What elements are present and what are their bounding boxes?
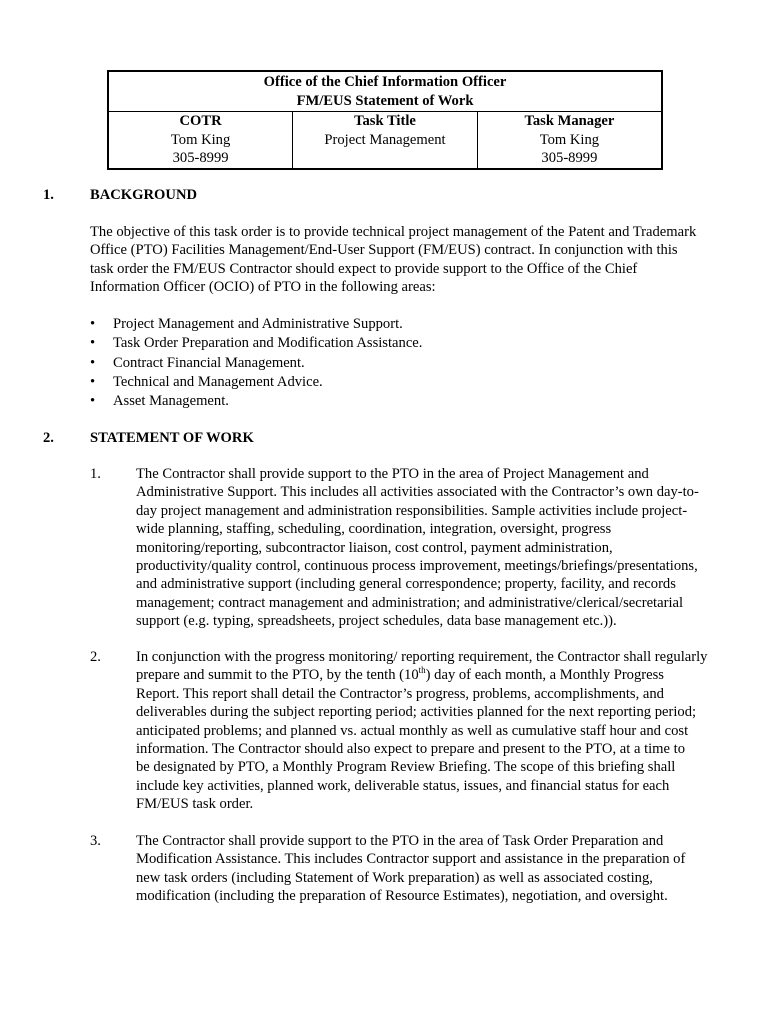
cotr-column xyxy=(108,112,293,169)
paragraph-line: deliverables during the subject reporting period; activities planned for the next reporting period; xyxy=(136,704,697,721)
paragraph-line: wide planning, staffing, scheduling, coordination, integration, oversight, progress xyxy=(136,521,612,538)
section1-number: 1. xyxy=(43,187,54,203)
section1-title: BACKGROUND xyxy=(90,187,198,203)
sow-item-1 xyxy=(90,465,730,631)
paragraph-line: The Contractor shall provide support to the PTO in the area of Task Order Preparation and xyxy=(136,833,664,849)
task-title-column xyxy=(293,112,478,169)
paragraph-line: task order the FM/EUS Contractor should expect to provide support to the Office of the Chief xyxy=(90,260,638,277)
paragraph-line: FM/EUS task order. xyxy=(136,796,254,813)
bullet-icon: • xyxy=(90,354,96,371)
sow-item-2 xyxy=(90,648,730,814)
header-title-line1: Office of the Chief Information Officer xyxy=(263,74,507,90)
bullet-icon: • xyxy=(90,393,96,410)
paragraph-line: The Contractor shall provide support to the PTO in the area of Project Management and xyxy=(136,466,649,482)
task-manager-phone: 305-8999 xyxy=(541,150,598,166)
section2-title: STATEMENT OF WORK xyxy=(90,430,254,446)
sow-item-number: 3. xyxy=(90,833,101,849)
paragraph-line: Modification Assistance. This includes Contractor support and assistance in the preparation of xyxy=(136,851,686,868)
sow-item-number: 2. xyxy=(90,649,101,665)
paragraph-line: productivity/quality control, continuous process improvement, meetings/briefings/presentations, xyxy=(136,558,698,575)
task-manager-name: Tom King xyxy=(539,131,600,148)
paragraph-line: Information Officer (OCIO) of PTO in the following areas: xyxy=(90,279,436,296)
paragraph-line xyxy=(136,666,730,684)
list-item-text: Asset Management. xyxy=(113,393,229,410)
bullet-icon: • xyxy=(90,316,96,332)
paragraph-line: modification (including the preparation of Resource Estimates), negotiation, and oversight. xyxy=(136,888,668,905)
task-title-heading: Task Title xyxy=(354,113,416,129)
cotr-phone: 305-8999 xyxy=(172,150,229,166)
paragraph-line: Administrative Support. This includes all activities associated with the Contractor’s own day-to- xyxy=(136,484,699,501)
line-segment: prepare and summit to the PTO, by the tenth (10 xyxy=(136,667,419,684)
paragraph-line: management; contract management and administration; and administrative/clerical/secretarial xyxy=(136,594,684,611)
list-item xyxy=(90,392,422,411)
section2-number: 2. xyxy=(43,430,54,446)
list-item xyxy=(90,315,422,334)
list-item-text: Project Management and Administrative Support. xyxy=(113,316,403,332)
paragraph-line: be designated by PTO, a Monthly Program Review Briefing. The scope of this briefing shall xyxy=(136,759,676,776)
paragraph-line: anticipated problems; and planned vs. actual monthly as well as cumulative staff hour and cost xyxy=(136,722,689,739)
list-item-text: Task Order Preparation and Modification Assistance. xyxy=(113,335,423,352)
paragraph-line: The objective of this task order is to provide technical project management of the Patent and Trademark xyxy=(90,224,697,240)
sow-item-number: 1. xyxy=(90,466,101,482)
task-manager-heading: Task Manager xyxy=(524,113,615,129)
bullet-icon: • xyxy=(90,335,96,352)
line-segment: ) day of each month, a Monthly Progress xyxy=(425,667,664,684)
background-paragraph xyxy=(90,223,730,297)
sow-item-text xyxy=(136,465,730,631)
paragraph-line: and administrative support (including general correspondence; property, facility, and records xyxy=(136,576,676,593)
list-item-text: Technical and Management Advice. xyxy=(113,373,323,390)
sow-item-text xyxy=(136,648,730,814)
list-item xyxy=(90,373,422,392)
bullet-icon: • xyxy=(90,373,96,390)
paragraph-line: Report. This report shall detail the Contractor’s progress, problems, accomplishments, and xyxy=(136,685,664,702)
paragraph-line: Office (PTO) Facilities Management/End-User Support (FM/EUS) contract. In conjunction with this xyxy=(90,242,678,259)
task-manager-column xyxy=(477,112,662,169)
cotr-name: Tom King xyxy=(170,131,231,148)
cotr-heading: COTR xyxy=(179,113,222,129)
paragraph-line: In conjunction with the progress monitoring/ reporting requirement, the Contractor shall regularly xyxy=(136,649,708,665)
task-title-value: Project Management xyxy=(324,131,446,148)
list-item xyxy=(90,354,422,373)
paragraph-line: information. The Contractor should also expect to prepare and present to the PTO, at a time to xyxy=(136,741,686,758)
paragraph-line: monitoring/reporting, subcontractor liaison, cost control, payment administration, xyxy=(136,539,613,556)
support-areas-list xyxy=(90,315,422,411)
sow-item-text xyxy=(136,832,730,906)
header-title-line2: FM/EUS Statement of Work xyxy=(296,92,474,109)
paragraph-line: support (e.g. typing, spreadsheets, project schedules, data base management etc.)). xyxy=(136,613,617,630)
list-item-text: Contract Financial Management. xyxy=(113,354,305,371)
header-table xyxy=(107,70,663,170)
paragraph-line: new task orders (including Statement of Work preparation) as well as associated costing, xyxy=(136,869,653,886)
list-item xyxy=(90,334,422,353)
sow-item-3 xyxy=(90,832,730,906)
paragraph-line: include key activities, planned work, deliverable status, issues, and financial status for each xyxy=(136,777,670,794)
header-title-cell xyxy=(108,71,662,112)
paragraph-line: day project management and administration responsibilities. Sample activities include project- xyxy=(136,502,688,519)
ordinal-suffix: th xyxy=(418,665,426,676)
